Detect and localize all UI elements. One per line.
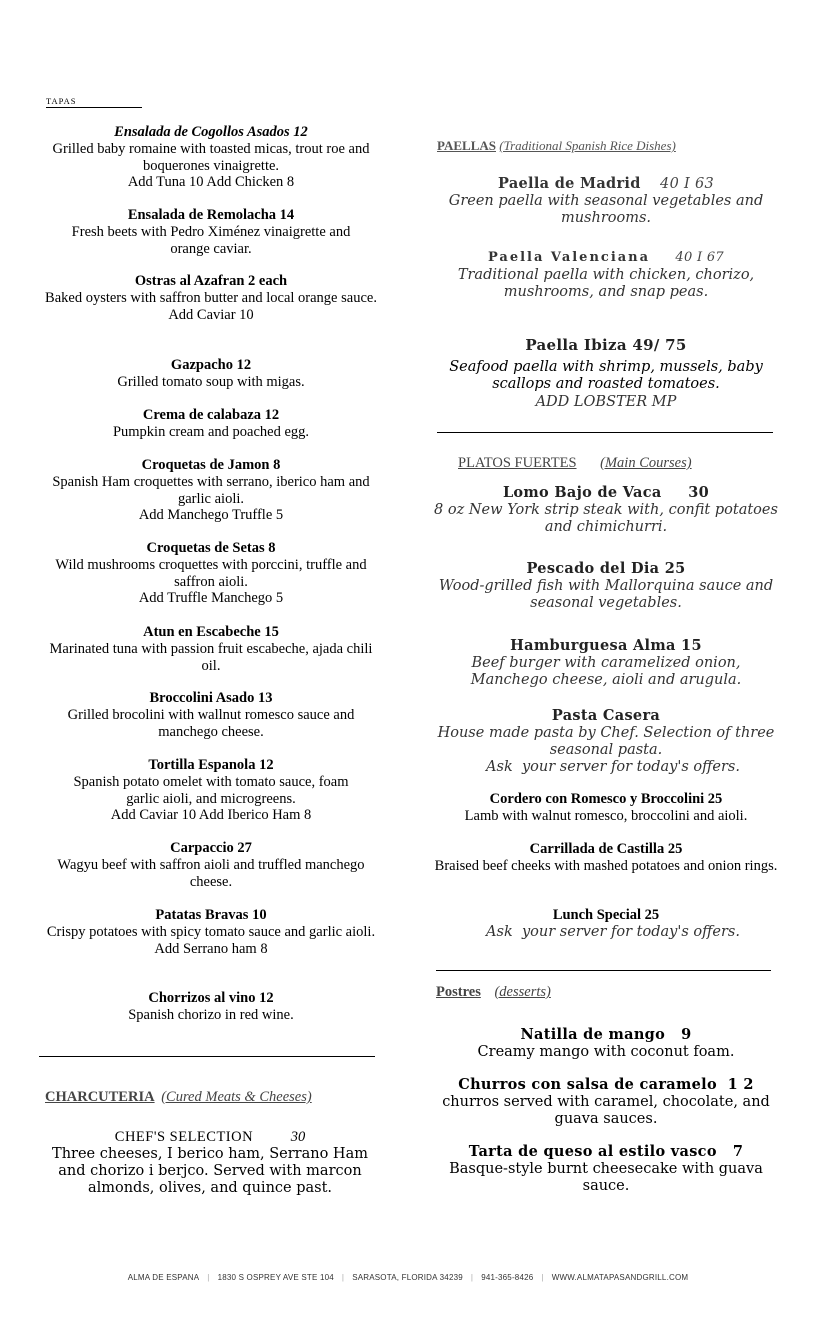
item-description: Spanish Ham croquettes with serrano, iberico ham and garlic aioli. bbox=[52, 474, 370, 507]
menu-item bbox=[38, 690, 384, 740]
section-subtitle: (Main Courses) bbox=[600, 455, 692, 471]
item-title: Natilla de mango 9 bbox=[520, 1026, 692, 1043]
item-addons: Add Tuna 10 Add Chicken 8 bbox=[127, 174, 295, 190]
menu-item bbox=[426, 907, 786, 941]
item-description: Traditional paella with chicken, chorizo, mushrooms, and snap peas. bbox=[457, 267, 755, 300]
item-title: Lomo Bajo de Vaca 30 bbox=[502, 484, 710, 501]
item-extra: Ask your server for today's offers. bbox=[486, 924, 740, 940]
postres-heading bbox=[436, 984, 551, 1001]
footer-address: 1830 S OSPREY AVE STE 104 bbox=[217, 1273, 334, 1282]
item-title: Hamburguesa Alma 15 bbox=[510, 637, 702, 654]
item-title: CHEF'S SELECTION bbox=[114, 1129, 254, 1145]
item-description: Wagyu beef with saffron aioli and truffled manchego cheese. bbox=[57, 857, 365, 890]
menu-item bbox=[426, 484, 786, 536]
menu-item bbox=[426, 791, 786, 825]
tapas-heading: TAPAS bbox=[46, 96, 142, 108]
footer-name: ALMA DE ESPANA bbox=[127, 1273, 200, 1282]
item-description: Grilled baby romaine with toasted micas, trout roe and boquerones vinaigrette. bbox=[52, 141, 370, 174]
item-title: Tarta de queso al estilo vasco 7 bbox=[468, 1143, 744, 1160]
section-title: CHARCUTERIA bbox=[45, 1089, 155, 1105]
section-title: PAELLAS bbox=[437, 138, 496, 153]
menu-item bbox=[426, 560, 786, 612]
item-description: churros served with caramel, chocolate, and guava sauces. bbox=[442, 1094, 770, 1127]
item-title: Broccolini Asado 13 bbox=[149, 690, 273, 706]
item-description: Beef burger with caramelized onion, Manchego cheese, aioli and arugula. bbox=[470, 655, 742, 688]
item-description: 8 oz New York strip steak with, confit potatoes and chimichurri. bbox=[434, 502, 778, 535]
menu-item bbox=[428, 175, 784, 227]
menu-item bbox=[38, 207, 384, 257]
charcuteria-item bbox=[36, 1129, 384, 1197]
item-extra: Ask your server for today's offers. bbox=[486, 759, 740, 775]
item-description: Marinated tuna with passion fruit escabeche, ajada chili oil. bbox=[49, 641, 373, 674]
menu-item bbox=[38, 757, 384, 824]
item-description: Pumpkin cream and poached egg. bbox=[112, 424, 310, 440]
section-subtitle: (desserts) bbox=[494, 984, 551, 1000]
item-description: Spanish chorizo in red wine. bbox=[128, 1007, 294, 1023]
charcuteria-heading bbox=[45, 1089, 312, 1106]
item-addons: Add Caviar 10 bbox=[168, 306, 254, 323]
item-title: Ensalada de Cogollos Asados 12 bbox=[114, 124, 308, 140]
item-title: Lunch Special 25 bbox=[552, 907, 660, 923]
menu-item bbox=[426, 1026, 786, 1061]
item-title: Atun en Escabeche 15 bbox=[143, 624, 279, 640]
item-extra: ADD LOBSTER MP bbox=[535, 394, 677, 410]
item-title: Ensalada de Remolacha 14 bbox=[127, 207, 295, 223]
item-description: Fresh beets with Pedro Ximénez vinaigrette and orange caviar. bbox=[71, 224, 351, 257]
item-description: Three cheeses, I berico ham, Serrano Ham and chorizo i berjco. Served with marcon almonds, olives, and quince past. bbox=[52, 1146, 368, 1196]
menu-item bbox=[38, 273, 384, 323]
item-title: Gazpacho 12 bbox=[170, 357, 252, 373]
section-subtitle: (Cured Meats & Cheeses) bbox=[161, 1089, 312, 1105]
item-title: Paella de Madrid bbox=[498, 175, 641, 192]
footer-website: WWW.ALMATAPASANDGRILL.COM bbox=[551, 1273, 689, 1282]
menu-item bbox=[38, 407, 384, 441]
item-title: Croquetas de Jamon 8 bbox=[141, 457, 281, 473]
item-title: Pescado del Dia 25 bbox=[526, 560, 686, 577]
divider bbox=[39, 1056, 375, 1057]
menu-item bbox=[38, 357, 384, 391]
platos-heading bbox=[458, 455, 692, 472]
item-title: Churros con salsa de caramelo 1 2 bbox=[458, 1076, 754, 1093]
item-description: Grilled brocolini with wallnut romesco sauce and manchego cheese. bbox=[67, 707, 355, 740]
menu-item bbox=[38, 990, 384, 1024]
section-title: Postres bbox=[436, 984, 481, 1000]
menu-item bbox=[38, 840, 384, 890]
section-subtitle: (Traditional Spanish Rice Dishes) bbox=[499, 138, 676, 153]
item-title: Patatas Bravas 10 bbox=[155, 907, 267, 923]
item-description: Wood-grilled fish with Mallorquina sauce and seasonal vegetables. bbox=[438, 578, 774, 611]
item-description: Green paella with seasonal vegetables and mushrooms. bbox=[448, 193, 764, 226]
item-price: 40 I 63 bbox=[660, 176, 714, 192]
item-addons: Add Truffle Manchego 5 bbox=[138, 590, 284, 606]
item-title: Tortilla Espanola 12 bbox=[148, 757, 274, 773]
item-title: Cordero con Romesco y Broccolini 25 bbox=[489, 791, 723, 807]
item-description: Wild mushrooms croquettes with porccini, truffle and saffron aioli. bbox=[55, 557, 367, 590]
divider bbox=[437, 432, 773, 433]
item-description: Grilled tomato soup with migas. bbox=[117, 374, 305, 390]
item-title: Paella Ibiza 49/ 75 bbox=[525, 336, 687, 354]
section-title: PLATOS FUERTES bbox=[458, 455, 577, 471]
item-description: Braised beef cheeks with mashed potatoes and onion rings. bbox=[434, 858, 778, 874]
menu-item bbox=[38, 540, 384, 607]
footer-phone: 941-365-8426 bbox=[481, 1273, 534, 1282]
item-description: Seafood paella with shrimp, mussels, baby scallops and roasted tomatoes. bbox=[449, 359, 763, 392]
paellas-heading bbox=[437, 138, 676, 154]
menu-item bbox=[426, 707, 786, 776]
item-title: Carrillada de Castilla 25 bbox=[529, 841, 683, 857]
item-title: Carpaccio 27 bbox=[170, 840, 252, 856]
item-description: Spanish potato omelet with tomato sauce, foam garlic aioli, and microgreens. bbox=[73, 774, 349, 807]
item-price: 40 I 67 bbox=[675, 250, 725, 265]
menu-item bbox=[426, 841, 786, 875]
item-title: Chorrizos al vino 12 bbox=[148, 990, 274, 1006]
footer: ALMA DE ESPANA | 1830 S OSPREY AVE STE 104 | SARASOTA, FLORIDA 34239 | 941-365-8426 | WWW.ALMATAPASANDGRILL.COM bbox=[127, 1273, 689, 1282]
item-description: House made pasta by Chef. Selection of three seasonal pasta. bbox=[437, 725, 775, 758]
item-addons: Add Serrano ham 8 bbox=[154, 940, 268, 957]
item-title: Pasta Casera bbox=[551, 707, 661, 724]
divider bbox=[436, 970, 771, 971]
menu-item bbox=[426, 1076, 786, 1128]
menu-item bbox=[426, 637, 786, 689]
item-description: Basque-style burnt cheesecake with guava sauce. bbox=[449, 1161, 763, 1194]
menu-item bbox=[426, 1143, 786, 1195]
item-addons: Add Manchego Truffle 5 bbox=[138, 507, 284, 523]
item-title: Croquetas de Setas 8 bbox=[146, 540, 276, 556]
item-description: Crispy potatoes with spicy tomato sauce and garlic aioli. bbox=[46, 924, 376, 940]
menu-item bbox=[428, 248, 784, 301]
item-description: Creamy mango with coconut foam. bbox=[477, 1044, 735, 1060]
menu-item bbox=[428, 336, 784, 411]
item-addons: Add Caviar 10 Add Iberico Ham 8 bbox=[110, 807, 312, 823]
item-price: 30 bbox=[290, 1129, 306, 1145]
menu-item bbox=[38, 457, 384, 524]
item-description: Lamb with walnut romesco, broccolini and aioli. bbox=[464, 808, 748, 824]
menu-item bbox=[38, 624, 384, 674]
footer-city: SARASOTA, FLORIDA 34239 bbox=[352, 1273, 463, 1282]
item-title: Ostras al Azafran 2 each bbox=[134, 273, 288, 289]
item-title: Paella Valenciana bbox=[487, 250, 651, 265]
menu-item bbox=[38, 124, 384, 191]
item-title: Crema de calabaza 12 bbox=[142, 407, 280, 423]
item-description: Baked oysters with saffron butter and local orange sauce. bbox=[45, 290, 377, 306]
menu-item bbox=[38, 907, 384, 957]
